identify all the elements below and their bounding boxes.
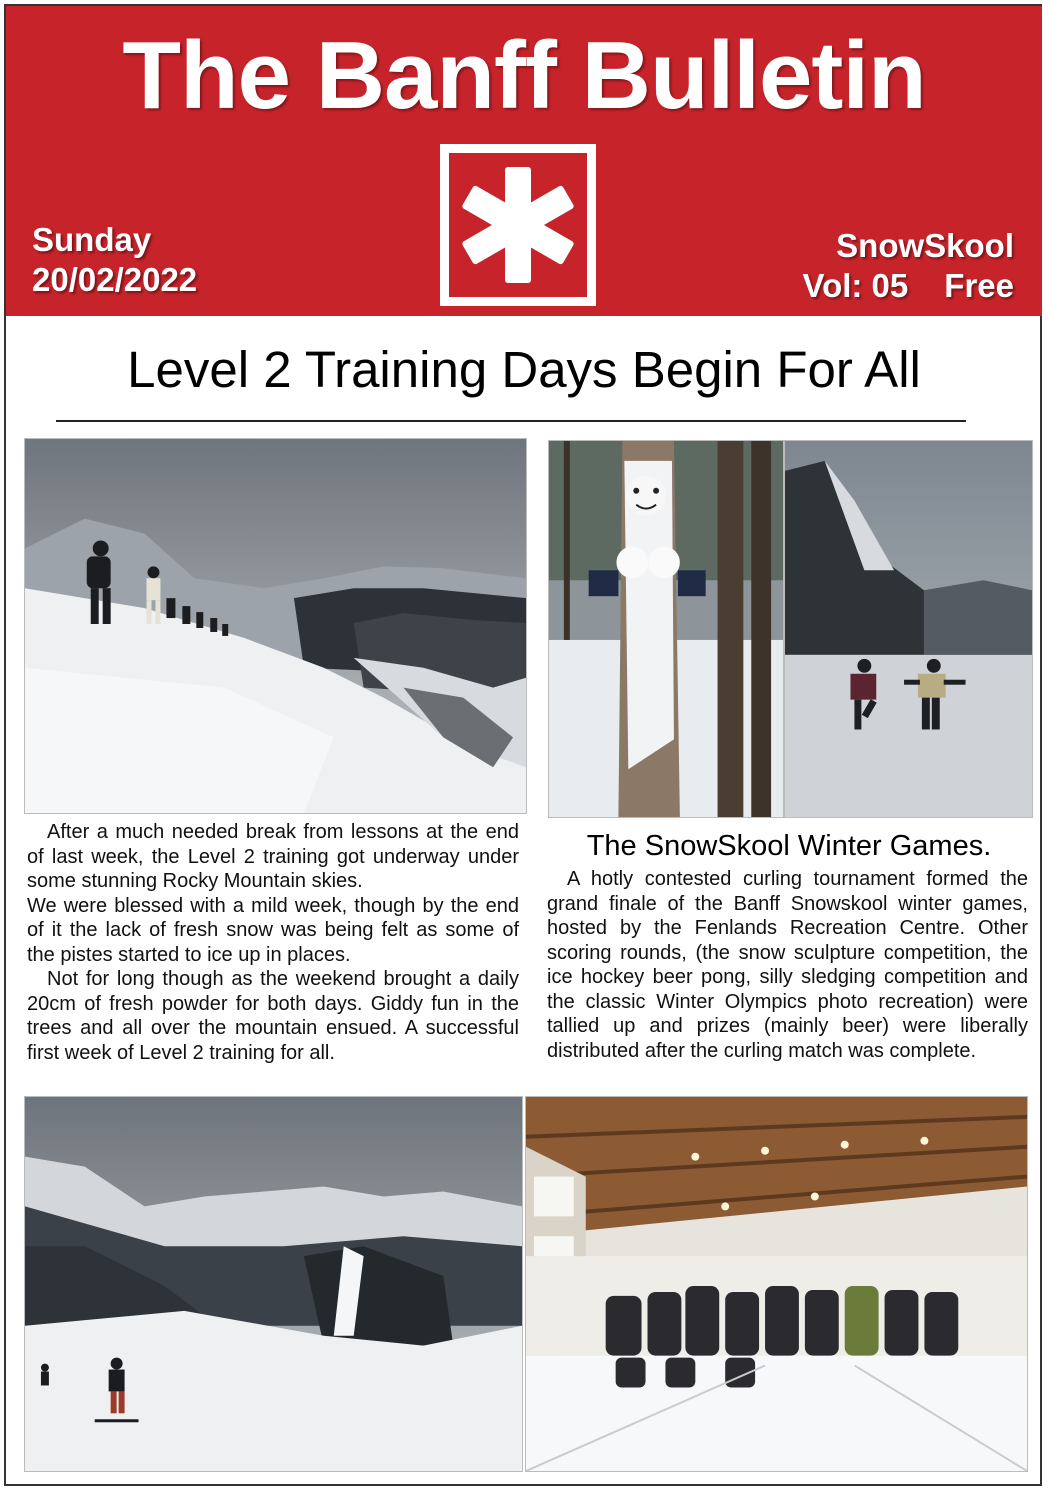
winter-games-title: The SnowSkool Winter Games. <box>586 830 992 862</box>
headline-divider <box>56 420 966 422</box>
article-left <box>27 820 519 1065</box>
volume-number: Vol: 05 <box>802 267 909 305</box>
ski-slope-photo <box>24 1096 523 1472</box>
headline: Level 2 Training Days Begin For All <box>127 341 921 398</box>
article-left-paragraph-1: After a much needed break from lessons at the end of last week, the Level 2 training got underway under some stunning Rocky Mountain skies. <box>27 821 519 892</box>
masthead <box>6 6 1042 316</box>
issue-day: Sunday <box>32 221 152 258</box>
issue-date: 20/02/2022 <box>32 261 198 299</box>
price-label: Free <box>944 267 1014 305</box>
issue-date-block <box>32 220 197 301</box>
issue-info-block <box>803 226 1014 307</box>
curling-group-photo <box>525 1096 1028 1472</box>
article-left-paragraph-3: Not for long though as the weekend brought a daily 20cm of fresh powder for both days. Giddy fun in the trees and all over the mountain ensued. A successful first week of Level 2 training for all. <box>27 968 519 1064</box>
ski-group-ridge-photo <box>24 438 527 814</box>
article-right-body: A hotly contested curling tournament formed the grand finale of the Banff Snowskool winter games, hosted by the Fenlands Recreation Centre. Other scoring rounds, (the snow sculpture competition, the ice hockey beer pong, silly sledging competition and the classic Winter Olympics photo recreation) were tallied up and prizes (mainly beer) were liberally distributed after the curling match was complete. <box>547 868 1028 1062</box>
newspaper-title: The Banff Bulletin <box>122 22 926 129</box>
snow-sculpture-tree-photo <box>548 440 784 818</box>
article-left-paragraph-2: We were blessed with a mild week, though by the end of it the lack of fresh snow was being felt as some of the pistes started to ice up in places. <box>27 894 519 966</box>
publisher-name: SnowSkool <box>836 227 1014 264</box>
ice-skating-lake-photo <box>784 440 1033 818</box>
asterisk-logo-icon <box>440 144 596 306</box>
article-right <box>547 867 1028 1063</box>
